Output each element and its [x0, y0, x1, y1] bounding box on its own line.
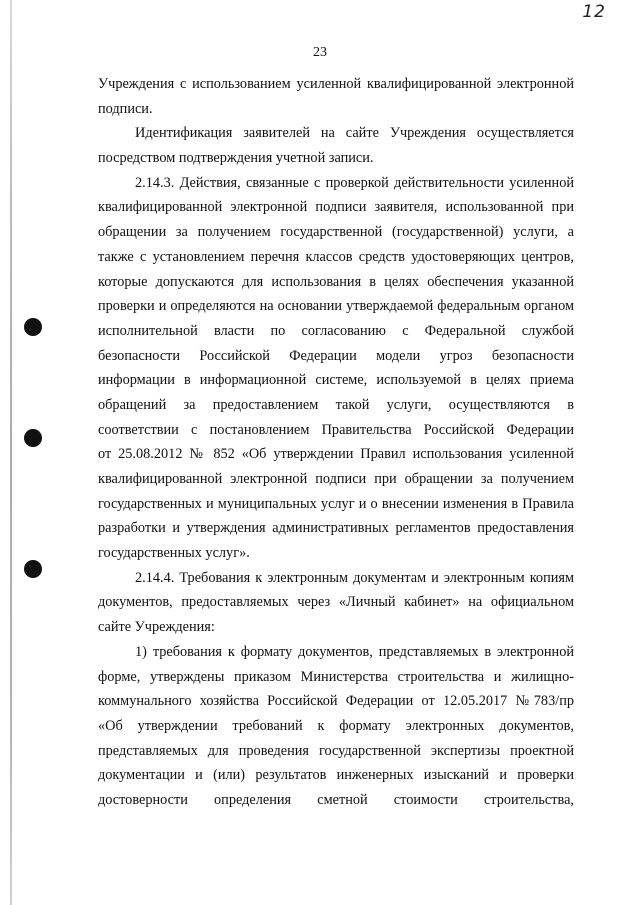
punch-hole [24, 429, 42, 447]
text-line: государственных услуг». [98, 545, 250, 562]
text-line: квалифицированной электронной подписи при обращении за получением [98, 471, 574, 487]
punch-hole [24, 318, 42, 336]
text-line: проверки и определяются на основании утверждаемой федеральным органом [98, 298, 574, 315]
text-line: посредством подтверждения учетной записи. [98, 150, 374, 167]
text-line: от 25.08.2012 № 852 «Об утверждении Правил использования усиленной [98, 446, 574, 463]
document-body [98, 72, 574, 813]
text-line: документации и (или) результатов инженерных изысканий и проверки [98, 767, 574, 784]
text-line: представляемых для проведения государственной экспертизы проектной [98, 742, 574, 759]
text-line: обращений за предоставлением такой услуги, осуществляются в [98, 396, 574, 413]
text-line: подписи. [98, 100, 153, 117]
text-line: «Об утверждении требований к формату электронных документов, [98, 717, 574, 734]
text-line: документов, предоставляемых через «Личный кабинет» на официальном [98, 594, 574, 611]
text-line: государственных и муниципальных услуг и о внесении изменения в Правила [98, 495, 574, 512]
handwritten-page-number: 12 [582, 2, 606, 22]
text-line: информации в информационной системе, используемой в целях приема [98, 372, 574, 389]
text-line: квалифицированной электронной подписи заявителя, использованной при [98, 199, 574, 216]
text-line: 2.14.4. Требования к электронным документам и электронным копиям [135, 569, 574, 586]
text-line: также с установлением перечня классов средств удостоверяющих центров, [98, 248, 574, 265]
text-line: разработки и утверждения административных регламентов предоставления [98, 520, 574, 537]
text-line: 1) требования к формату документов, представляемых в электронной [135, 643, 574, 660]
text-line: которые допускаются для использования в целях обеспечения указанной [98, 273, 574, 290]
text-line: коммунального хозяйства Российской Федерации от 12.05.2017 №783/пр [98, 693, 574, 710]
text-line: 2.14.3. Действия, связанные с проверкой действительности усиленной [135, 174, 574, 191]
page-number: 23 [313, 45, 327, 60]
text-line: Идентификация заявителей на сайте Учреждения осуществляется [135, 125, 574, 142]
text-line: достоверности определения сметной стоимости строительства, [98, 791, 574, 808]
scan-edge [10, 0, 12, 905]
text-line: обращении за получением государственной (государственной) услуги, а [98, 224, 574, 241]
text-line: исполнительной власти по согласованию с Федеральной службой [98, 322, 574, 339]
text-line: безопасности Российской Федерации модели угроз безопасности [98, 347, 574, 364]
text-line: сайте Учреждения: [98, 619, 215, 636]
punch-hole [24, 560, 42, 578]
text-line: Учреждения с использованием усиленной квалифицированной электронной [98, 76, 574, 92]
text-line: соответствии с постановлением Правительства Российской Федерации [98, 421, 574, 438]
text-line: форме, утверждены приказом Министерства строительства и жилищно- [98, 668, 574, 685]
